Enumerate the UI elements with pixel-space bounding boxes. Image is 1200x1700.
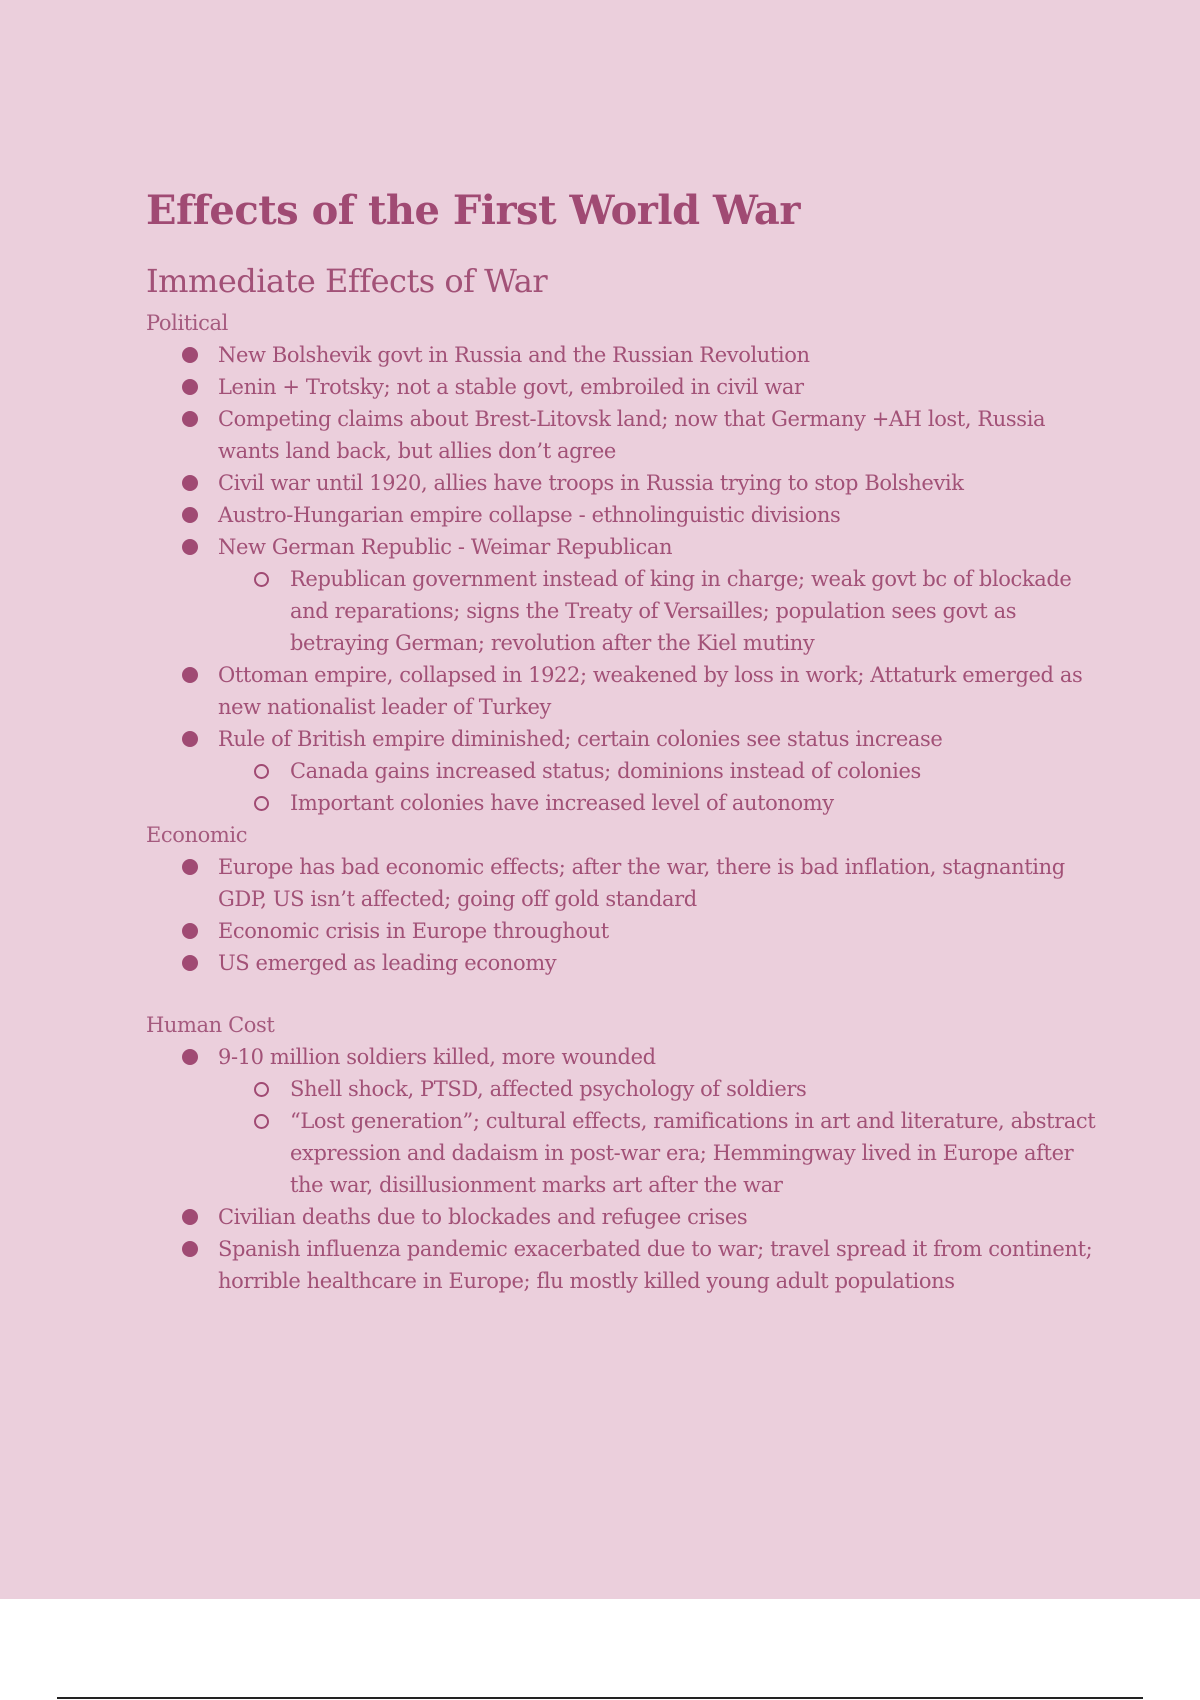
- list-item: New Bolshevik govt in Russia and the Russian Revolution: [218, 339, 1106, 371]
- bullet-dot-icon: [182, 923, 198, 939]
- bullet-dot-icon: [182, 475, 198, 491]
- economic-list: [146, 851, 1106, 979]
- bullet-circle-icon: [254, 796, 269, 811]
- page-title: Effects of the First World War: [146, 187, 800, 234]
- list-item: Ottoman empire, collapsed in 1922; weakened by loss in work; Attaturk emerged as new nationalist leader of Turkey: [218, 659, 1106, 723]
- section-heading-immediate-effects: Immediate Effects of War: [146, 262, 548, 300]
- bullet-dot-icon: [182, 507, 198, 523]
- sub-list-item: Canada gains increased status; dominions instead of colonies: [290, 755, 1106, 787]
- bullet-dot-icon: [182, 539, 198, 555]
- bullet-circle-icon: [254, 1082, 269, 1097]
- list-item: New German Republic - Weimar Republican Republican government instead of king in charge; weak govt bc of blockade and reparations; signs the Treaty of Versailles; population sees govt as betraying German; revolution after the Kiel mutiny: [218, 531, 1106, 659]
- list-item: Rule of British empire diminished; certain colonies see status increase Canada gains increased status; dominions instead of colonies Important colonies have increased level of autonomy: [218, 723, 1106, 819]
- bullet-dot-icon: [182, 1241, 198, 1257]
- list-item: Austro-Hungarian empire collapse - ethnolinguistic divisions: [218, 499, 1106, 531]
- list-item: Europe has bad economic effects; after the war, there is bad inflation, stagnanting GDP, US isn’t affected; going off gold standard: [218, 851, 1106, 915]
- bottom-divider: [57, 1697, 1143, 1699]
- bullet-dot-icon: [182, 411, 198, 427]
- sub-list-item: Republican government instead of king in charge; weak govt bc of blockade and reparations; signs the Treaty of Versailles; population sees govt as betraying German; revolution after the Kiel mutiny: [290, 563, 1106, 659]
- bullet-dot-icon: [182, 347, 198, 363]
- weimar-sublist: [218, 563, 1106, 659]
- list-item: US emerged as leading economy: [218, 947, 1106, 979]
- list-item: Competing claims about Brest-Litovsk land; now that Germany +AH lost, Russia wants land back, but allies don’t agree: [218, 403, 1106, 467]
- list-item: 9-10 million soldiers killed, more wounded Shell shock, PTSD, affected psychology of soldiers “Lost generation”; cultural effects, ramifications in art and literature, abstract expression and dadaism in post-war era; Hemmingway lived in Europe after the war, disillusionment marks art after the war: [218, 1041, 1106, 1201]
- bullet-dot-icon: [182, 955, 198, 971]
- bullet-dot-icon: [182, 667, 198, 683]
- list-item: Spanish influenza pandemic exacerbated due to war; travel spread it from continent; horrible healthcare in Europe; flu mostly killed young adult populations: [218, 1233, 1106, 1297]
- category-political: Political: [146, 311, 228, 335]
- sub-list-item: Shell shock, PTSD, affected psychology of soldiers: [290, 1073, 1106, 1105]
- sub-list-item: “Lost generation”; cultural effects, ramifications in art and literature, abstract expression and dadaism in post-war era; Hemmingway lived in Europe after the war, disillusionment marks art after the war: [290, 1105, 1106, 1201]
- bullet-circle-icon: [254, 1114, 269, 1129]
- list-item: Economic crisis in Europe throughout: [218, 915, 1106, 947]
- human-cost-list: [146, 1041, 1106, 1297]
- list-item: Civilian deaths due to blockades and refugee crises: [218, 1201, 1106, 1233]
- category-economic: Economic: [146, 823, 248, 847]
- bullet-dot-icon: [182, 1049, 198, 1065]
- sub-list-item: Important colonies have increased level of autonomy: [290, 787, 1106, 819]
- bullet-dot-icon: [182, 379, 198, 395]
- bullet-dot-icon: [182, 731, 198, 747]
- document-content: [146, 183, 1106, 1297]
- bullet-circle-icon: [254, 572, 269, 587]
- list-item: Lenin + Trotsky; not a stable govt, embroiled in civil war: [218, 371, 1106, 403]
- british-empire-sublist: [218, 755, 1106, 819]
- category-human-cost: Human Cost: [146, 1013, 275, 1037]
- bullet-dot-icon: [182, 1209, 198, 1225]
- bullet-dot-icon: [182, 859, 198, 875]
- soldiers-sublist: [218, 1073, 1106, 1201]
- political-list: [146, 339, 1106, 819]
- bullet-circle-icon: [254, 764, 269, 779]
- list-item: Civil war until 1920, allies have troops in Russia trying to stop Bolshevik: [218, 467, 1106, 499]
